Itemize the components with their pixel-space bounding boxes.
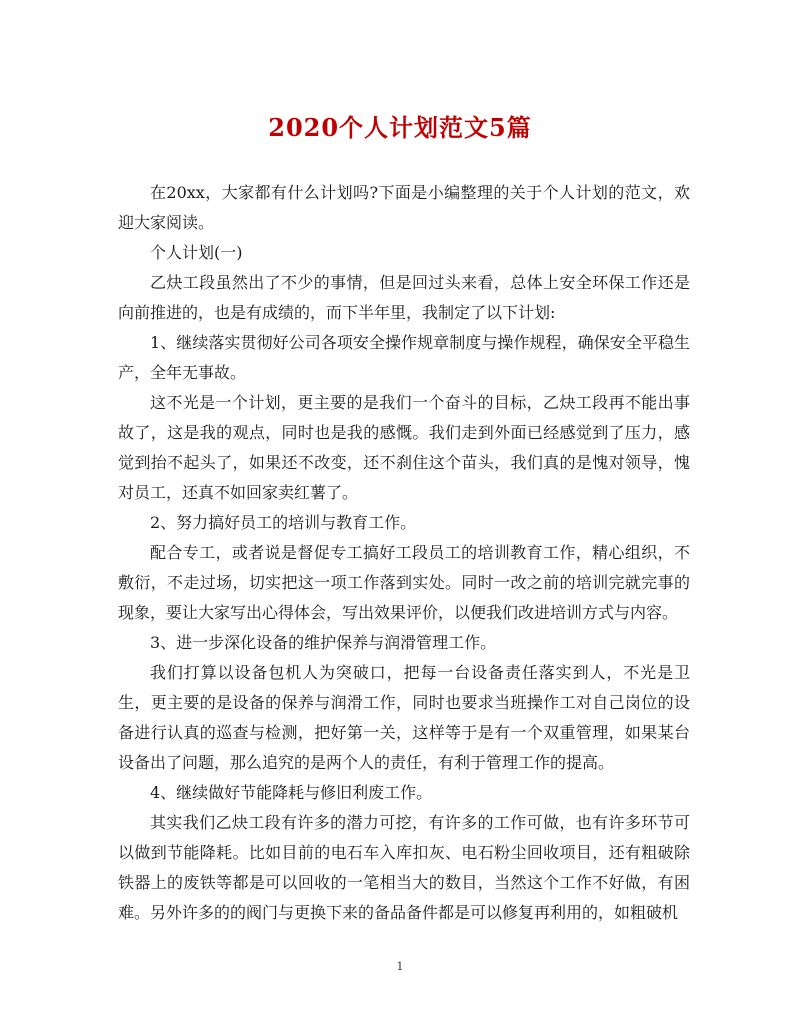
page-title: 2020个人计划范文5篇 xyxy=(268,113,532,142)
list-item-2: 2、努力搞好员工的培训与教育工作。 xyxy=(150,513,417,532)
paragraph-training: 配合专工，或者说是督促专工搞好工段员工的培训教育工作，精心组织，不敷衍，不走过场，切实把这一项工作落到实处。同时一改之前的培训完就完事的现象，要让大家写出心得体会，写出效果评价，以便我们改进培训方式与内容。 xyxy=(118,543,690,622)
list-item-3: 3、进一步深化设备的维护保养与润滑管理工作。 xyxy=(150,633,497,652)
list-item-1: 1、继续落实贯彻好公司各项安全操作规章制度与操作规程，确保安全平稳生产，全年无事故。 xyxy=(118,333,690,382)
paragraph-goal: 这不光是一个计划，更主要的是我们一个奋斗的目标，乙炔工段再不能出事故了，这是我的观点，同时也是我的感慨。我们走到外面已经感觉到了压力，感觉到抬不起头了，如果还不改变，还不刹住这个苗头，我们真的是愧对领导，愧对员工，还真不如回家卖红薯了。 xyxy=(118,393,690,502)
paragraph-energy-saving: 其实我们乙炔工段有许多的潜力可挖，有许多的工作可做，也有许多环节可以做到节能降耗。比如目前的电石车入库扣灰、电石粉尘回收项目，还有粗破除铁器上的废铁等都是可以回收的一笔相当大的数目，当然这个工作不好做，有困难。另外许多的的阀门与更换下来的备品备件都是可以修复再利用的，如粗破机 xyxy=(118,813,690,922)
document-body xyxy=(118,178,690,928)
list-item-4: 4、继续做好节能降耗与修旧利废工作。 xyxy=(150,783,433,802)
paragraph-equipment: 我们打算以设备包机人为突破口，把每一台设备责任落实到人，不光是卫生，更主要的是设备的保养与润滑工作，同时也要求当班操作工对自己岗位的设备进行认真的巡查与检测，把好第一关，这样等于是有一个双重管理，如果某台设备出了问题，那么追究的是两个人的责任，有利于管理工作的提高。 xyxy=(118,663,690,772)
paragraph-overview: 乙炔工段虽然出了不少的事情，但是回过头来看，总体上安全环保工作还是向前推进的，也是有成绩的，而下半年里，我制定了以下计划: xyxy=(118,273,690,322)
paragraph-intro: 在20xx，大家都有什么计划吗?下面是小编整理的关于个人计划的范文，欢迎大家阅读。 xyxy=(118,183,690,232)
section-heading-plan-1: 个人计划(一) xyxy=(150,243,243,262)
page-number: 1 xyxy=(396,960,404,973)
